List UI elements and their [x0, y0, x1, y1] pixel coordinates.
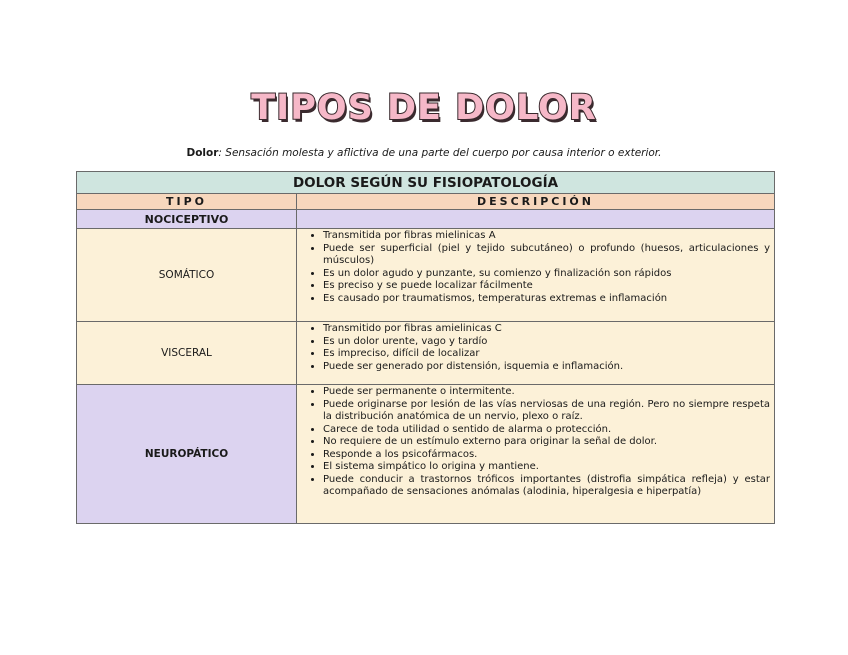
row-type-neuropathic: NEUROPÁTICO [77, 385, 297, 524]
description-list [297, 385, 774, 500]
list-item: • El sistema simpático lo origina y mantiene. [323, 461, 770, 474]
list-item: • Transmitido por fibras amielinicas C [323, 323, 770, 336]
list-item: • No requiere de un estímulo externo para originar la señal de dolor. [323, 436, 770, 449]
list-item: • Responde a los psicofármacos. [323, 449, 770, 462]
list-item: • Puede ser permanente o intermitente. [323, 386, 770, 399]
table-caption-row [77, 172, 775, 194]
group-empty-cell [297, 210, 775, 229]
table-caption: DOLOR SEGÚN SU FISIOPATOLOGÍA [77, 172, 775, 194]
definition-text: : Sensación molesta y aflictiva de una parte del cuerpo por causa interior o exterior. [218, 147, 662, 159]
list-item: • Es impreciso, difícil de localizar [323, 348, 770, 361]
page-title: TIPOS DE DOLOR [251, 88, 597, 128]
column-header-type: TIPO [77, 194, 297, 210]
list-item: • Es un dolor urente, vago y tardío [323, 336, 770, 349]
definition-line [0, 147, 848, 159]
list-item: • Es preciso y se puede localizar fácilmente [323, 280, 770, 293]
description-list [297, 322, 774, 374]
row-description [297, 229, 775, 322]
group-row [77, 210, 775, 229]
row-type-somatic: SOMÁTICO [77, 229, 297, 322]
list-item: • Es un dolor agudo y punzante, su comienzo y finalización son rápidos [323, 268, 770, 281]
group-label: NOCICEPTIVO [77, 210, 297, 229]
table-row [77, 322, 775, 385]
list-item: • Transmitida por fibras mielinicas A [323, 230, 770, 243]
list-item: • Puede ser generado por distensión, isquemia e inflamación. [323, 361, 770, 374]
row-description [297, 322, 775, 385]
row-description [297, 385, 775, 524]
row-type-visceral: VISCERAL [77, 322, 297, 385]
table-header-row [77, 194, 775, 210]
table-row [77, 385, 775, 524]
list-item: • Puede conducir a trastornos tróficos importantes (distrofia simpática refleja) y estar acompañado de sensaciones anómalas (alodinia, hiperalgesia e hiperpatía) [323, 474, 770, 499]
column-header-description: DESCRIPCIÓN [297, 194, 775, 210]
list-item: • Puede ser superficial (piel y tejido subcutáneo) o profundo (huesos, articulaciones y músculos) [323, 243, 770, 268]
list-item: • Carece de toda utilidad o sentido de alarma o protección. [323, 424, 770, 437]
pain-classification-table [76, 171, 775, 524]
description-list [297, 229, 774, 306]
table-row [77, 229, 775, 322]
list-item: • Es causado por traumatismos, temperaturas extremas e inflamación [323, 293, 770, 306]
definition-term: Dolor [186, 147, 219, 159]
list-item: • Puede originarse por lesión de las vías nerviosas de una región. Pero no siempre respeta la distribución anatómica de un nervio, plexo o raíz. [323, 399, 770, 424]
